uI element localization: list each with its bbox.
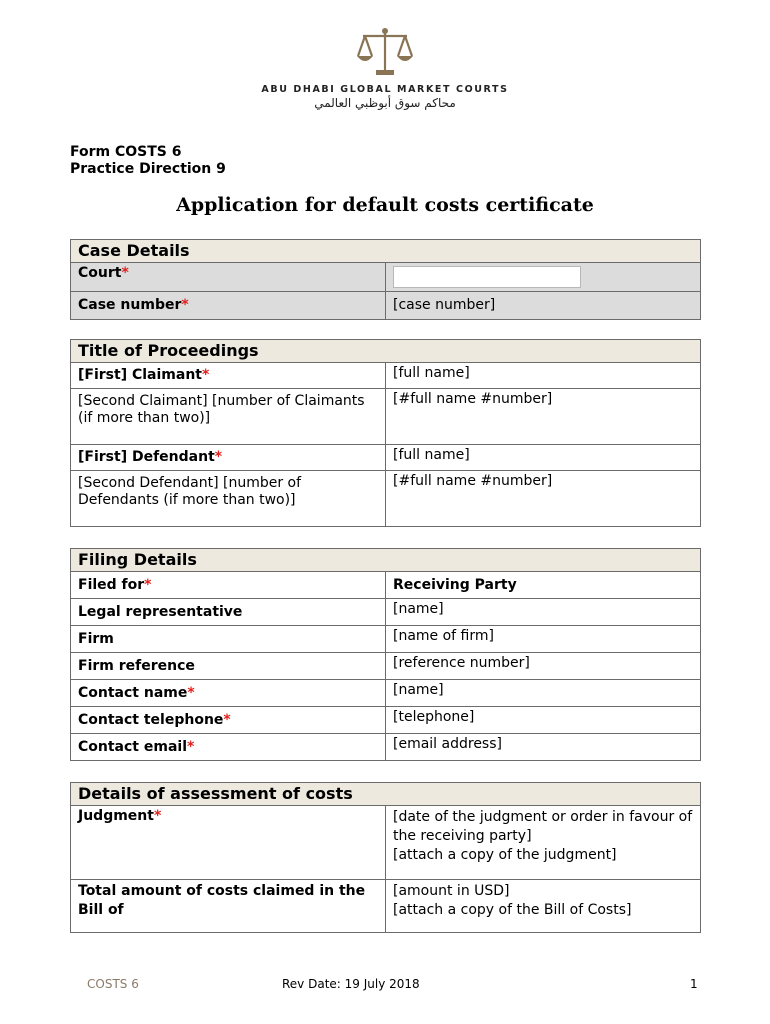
scales-of-justice-icon — [355, 26, 415, 78]
firm-reference-label: Firm reference — [71, 653, 386, 680]
form-meta — [70, 144, 226, 178]
required-marker: * — [181, 297, 189, 313]
case-number-field[interactable]: [case number] — [386, 292, 701, 320]
bill-of-costs-attach-text: [attach a copy of the Bill of Costs] — [393, 902, 632, 918]
legal-representative-label: Legal representative — [71, 599, 386, 626]
court-logo — [0, 26, 770, 110]
footer-page-number: 1 — [690, 977, 698, 991]
page-title: Application for default costs certificate — [176, 194, 594, 216]
court-label: Court* — [71, 263, 386, 292]
total-amount-field[interactable] — [386, 880, 701, 933]
first-claimant-field[interactable]: [full name] — [386, 363, 701, 389]
section-heading: Details of assessment of costs — [71, 783, 701, 806]
filed-for-label: Filed for* — [71, 572, 386, 599]
footer-rev-date: Rev Date: 19 July 2018 — [282, 977, 420, 991]
contact-email-field[interactable]: [email address] — [386, 734, 701, 761]
section-heading: Case Details — [71, 240, 701, 263]
required-marker: * — [201, 367, 210, 383]
form-code: Form COSTS 6 — [70, 144, 182, 160]
filed-for-field[interactable]: Receiving Party — [386, 572, 701, 599]
filing-details-section — [70, 548, 701, 761]
section-heading: Filing Details — [71, 549, 701, 572]
title-of-proceedings-section — [70, 339, 701, 527]
footer-form-code: COSTS 6 — [87, 977, 139, 991]
practice-direction: Practice Direction 9 — [70, 161, 226, 177]
required-marker: * — [223, 711, 231, 728]
contact-email-label: Contact email* — [71, 734, 386, 761]
required-marker: * — [144, 576, 152, 593]
required-marker: * — [187, 684, 195, 701]
second-defendant-label: [Second Defendant] [number of Defendants (if more than two)] — [71, 471, 386, 527]
judgment-attach-text: [attach a copy of the judgment] — [393, 847, 617, 863]
total-amount-text: [amount in USD] — [393, 883, 510, 899]
contact-telephone-field[interactable]: [telephone] — [386, 707, 701, 734]
second-claimant-field[interactable]: [#full name #number] — [386, 389, 701, 445]
contact-name-field[interactable]: [name] — [386, 680, 701, 707]
required-marker: * — [153, 808, 162, 824]
judgment-date-text: [date of the judgment or order in favour of the receiving party] — [393, 809, 693, 844]
firm-reference-field[interactable]: [reference number] — [386, 653, 701, 680]
court-name-english: ABU DHABI GLOBAL MARKET COURTS — [261, 84, 509, 95]
section-heading: Title of Proceedings — [71, 340, 701, 363]
case-details-section — [70, 239, 701, 320]
first-defendant-label: [First] Defendant* — [71, 445, 386, 471]
firm-field[interactable]: [name of firm] — [386, 626, 701, 653]
assessment-of-costs-section — [70, 782, 701, 933]
legal-representative-field[interactable]: [name] — [386, 599, 701, 626]
required-marker: * — [214, 449, 223, 465]
required-marker: * — [187, 738, 195, 755]
contact-telephone-label: Contact telephone* — [71, 707, 386, 734]
court-input[interactable] — [393, 266, 581, 288]
second-claimant-label: [Second Claimant] [number of Claimants (if more than two)] — [71, 389, 386, 445]
judgment-label: Judgment* — [71, 806, 386, 880]
firm-label: Firm — [71, 626, 386, 653]
first-defendant-field[interactable]: [full name] — [386, 445, 701, 471]
contact-name-label: Contact name* — [71, 680, 386, 707]
second-defendant-field[interactable]: [#full name #number] — [386, 471, 701, 527]
total-amount-label: Total amount of costs claimed in the Bill of — [71, 880, 386, 933]
first-claimant-label: [First] Claimant* — [71, 363, 386, 389]
court-name-arabic: محاكم سوق أبوظبي العالمي — [314, 96, 456, 110]
judgment-field[interactable] — [386, 806, 701, 880]
required-marker: * — [121, 265, 129, 281]
case-number-label: Case number* — [71, 292, 386, 320]
